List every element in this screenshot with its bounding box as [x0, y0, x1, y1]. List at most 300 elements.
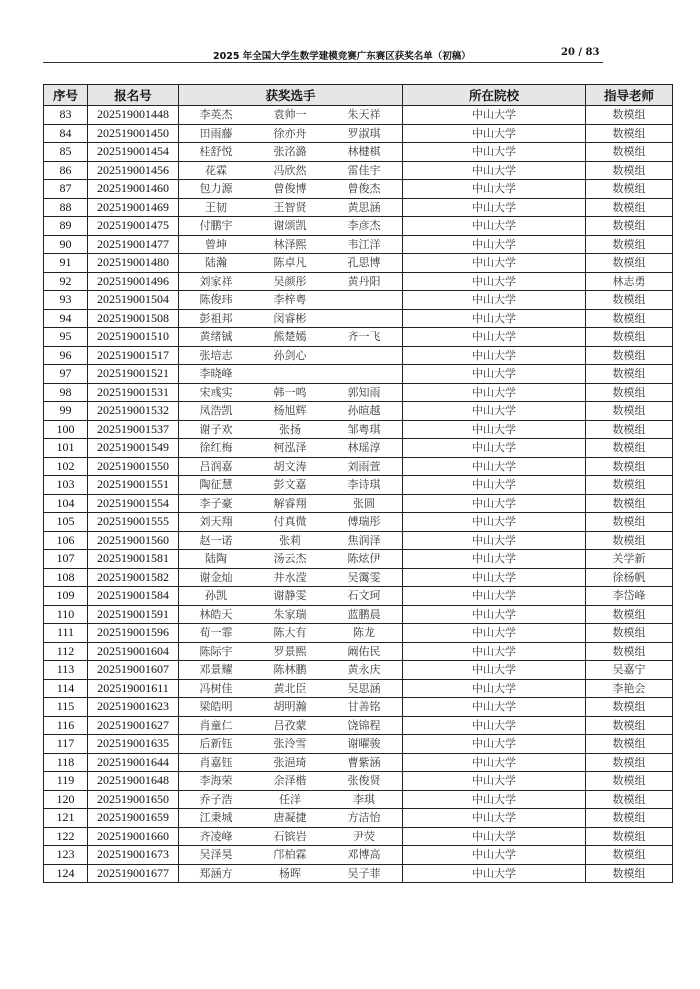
advisor-name: 数模组 — [586, 106, 673, 125]
table-row — [44, 513, 673, 532]
advisor-name: 数模组 — [586, 383, 673, 402]
winner-name: 谢金灿 — [199, 570, 233, 584]
winner-name: 陆瀚 — [205, 256, 227, 270]
document-title: 2025 年全国大学生数学建模竞赛广东赛区获奖名单（初稿） — [213, 51, 471, 62]
table-row — [44, 254, 673, 273]
row-index: 111 — [44, 624, 88, 643]
winner-name: 刘天翔 — [199, 515, 233, 529]
school-name: 中山大学 — [403, 143, 586, 162]
advisor-name: 数模组 — [586, 124, 673, 143]
winner-name: 邹粤琪 — [347, 422, 381, 436]
winner-name: 梁皓明 — [199, 700, 233, 714]
advisor-name: 数模组 — [586, 772, 673, 791]
winner-name: 后新钰 — [199, 737, 233, 751]
winner-name: 谢子欢 — [199, 422, 233, 436]
winner-name: 王韧 — [205, 200, 227, 214]
school-name: 中山大学 — [403, 809, 586, 828]
advisor-name: 数模组 — [586, 716, 673, 735]
page-header — [43, 46, 603, 63]
winner-name: 黄思涵 — [347, 200, 381, 214]
winner-name: 胡明瀚 — [273, 700, 307, 714]
winner-names — [179, 494, 403, 513]
row-index: 91 — [44, 254, 88, 273]
table-row — [44, 143, 673, 162]
school-name: 中山大学 — [403, 439, 586, 458]
winner-names — [179, 642, 403, 661]
winner-name: 罗淑琪 — [347, 126, 381, 140]
winner-name: 陈大有 — [273, 626, 307, 640]
row-index: 103 — [44, 476, 88, 495]
school-name: 中山大学 — [403, 587, 586, 606]
table-row — [44, 180, 673, 199]
winner-name: 韦江洋 — [347, 237, 381, 251]
winner-name: 林瑶淳 — [347, 441, 381, 455]
table-row — [44, 827, 673, 846]
school-name: 中山大学 — [403, 217, 586, 236]
advisor-name: 数模组 — [586, 365, 673, 384]
registration-id: 202519001469 — [88, 198, 179, 217]
winner-name: 凤浩凯 — [199, 404, 233, 418]
advisor-name: 数模组 — [586, 698, 673, 717]
winner-names — [179, 531, 403, 550]
winner-name: 谢颂凯 — [273, 219, 307, 233]
winner-name: 王智贤 — [273, 200, 307, 214]
table-row — [44, 624, 673, 643]
school-name: 中山大学 — [403, 698, 586, 717]
winner-names — [179, 180, 403, 199]
row-index: 102 — [44, 457, 88, 476]
winner-name: 袁帅一 — [273, 108, 307, 122]
advisor-name: 数模组 — [586, 457, 673, 476]
winner-name: 刘家祥 — [199, 274, 233, 288]
registration-id: 202519001454 — [88, 143, 179, 162]
winner-name: 雷佳宇 — [347, 163, 381, 177]
winner-name: 吴颜彤 — [273, 274, 307, 288]
winner-names — [179, 291, 403, 310]
row-index: 97 — [44, 365, 88, 384]
winner-name: 李诗琪 — [347, 478, 381, 492]
winner-name: 郑涵方 — [199, 866, 233, 880]
table-row — [44, 346, 673, 365]
table-row — [44, 402, 673, 421]
school-name: 中山大学 — [403, 180, 586, 199]
winner-name: 傅瑞彤 — [347, 515, 381, 529]
winner-names — [179, 161, 403, 180]
table-row — [44, 198, 673, 217]
table-row — [44, 106, 673, 125]
school-name: 中山大学 — [403, 531, 586, 550]
winner-name: 吴霭雯 — [347, 570, 381, 584]
winner-name: 黄北臣 — [273, 681, 307, 695]
table-row — [44, 217, 673, 236]
registration-id: 202519001627 — [88, 716, 179, 735]
winner-names — [179, 698, 403, 717]
winner-names — [179, 235, 403, 254]
winner-name: 李梓粤 — [273, 293, 307, 307]
table-row — [44, 161, 673, 180]
registration-id: 202519001611 — [88, 679, 179, 698]
school-name: 中山大学 — [403, 827, 586, 846]
winner-names — [179, 439, 403, 458]
winner-names — [179, 550, 403, 569]
row-index: 99 — [44, 402, 88, 421]
table-body — [44, 106, 673, 883]
registration-id: 202519001659 — [88, 809, 179, 828]
school-name: 中山大学 — [403, 272, 586, 291]
registration-id: 202519001591 — [88, 605, 179, 624]
registration-id: 202519001532 — [88, 402, 179, 421]
advisor-name: 数模组 — [586, 439, 673, 458]
registration-id: 202519001504 — [88, 291, 179, 310]
advisor-name: 数模组 — [586, 198, 673, 217]
winner-name: 唐凝捷 — [273, 811, 307, 825]
winner-name: 方洁怡 — [347, 811, 381, 825]
advisor-name: 数模组 — [586, 180, 673, 199]
school-name: 中山大学 — [403, 550, 586, 569]
advisor-name: 数模组 — [586, 143, 673, 162]
school-name: 中山大学 — [403, 328, 586, 347]
winner-name: 陈林鹏 — [273, 663, 307, 677]
registration-id: 202519001508 — [88, 309, 179, 328]
winner-names — [179, 513, 403, 532]
winner-name: 李海荣 — [199, 774, 233, 788]
winner-name: 赵一诺 — [199, 533, 233, 547]
registration-id: 202519001496 — [88, 272, 179, 291]
advisor-name: 数模组 — [586, 846, 673, 865]
advisor-name: 数模组 — [586, 346, 673, 365]
row-index: 87 — [44, 180, 88, 199]
advisor-name: 数模组 — [586, 420, 673, 439]
registration-id: 202519001517 — [88, 346, 179, 365]
school-name: 中山大学 — [403, 476, 586, 495]
school-name: 中山大学 — [403, 568, 586, 587]
school-name: 中山大学 — [403, 161, 586, 180]
school-name: 中山大学 — [403, 661, 586, 680]
advisor-name: 数模组 — [586, 328, 673, 347]
winner-name: 朱家瑞 — [273, 607, 307, 621]
table-row — [44, 365, 673, 384]
winner-names — [179, 383, 403, 402]
registration-id: 202519001475 — [88, 217, 179, 236]
winner-name: 林楗棋 — [347, 145, 381, 159]
advisor-name: 数模组 — [586, 476, 673, 495]
winner-names — [179, 864, 403, 883]
school-name: 中山大学 — [403, 735, 586, 754]
table-row — [44, 457, 673, 476]
school-name: 中山大学 — [403, 106, 586, 125]
winner-name: 黄绪铖 — [199, 330, 233, 344]
winner-name: 李子豪 — [199, 496, 233, 510]
winner-name: 彭祖邦 — [199, 311, 233, 325]
winner-name: 解睿翔 — [273, 496, 307, 510]
winner-name: 彭文嘉 — [273, 478, 307, 492]
school-name: 中山大学 — [403, 790, 586, 809]
winner-name: 邓景耀 — [199, 663, 233, 677]
table-row — [44, 790, 673, 809]
school-name: 中山大学 — [403, 365, 586, 384]
table-row — [44, 716, 673, 735]
advisor-name: 数模组 — [586, 291, 673, 310]
row-index: 122 — [44, 827, 88, 846]
school-name: 中山大学 — [403, 124, 586, 143]
table-row — [44, 605, 673, 624]
table-row — [44, 735, 673, 754]
winner-name: 齐一飞 — [347, 330, 381, 344]
advisor-name: 徐杨帆 — [586, 568, 673, 587]
table-row — [44, 476, 673, 495]
table-row — [44, 698, 673, 717]
registration-id: 202519001456 — [88, 161, 179, 180]
winner-name: 李彦杰 — [347, 219, 381, 233]
registration-id: 202519001537 — [88, 420, 179, 439]
advisor-name: 数模组 — [586, 309, 673, 328]
row-index: 106 — [44, 531, 88, 550]
registration-id: 202519001560 — [88, 531, 179, 550]
registration-id: 202519001460 — [88, 180, 179, 199]
table-header-row — [44, 85, 673, 106]
registration-id: 202519001549 — [88, 439, 179, 458]
row-index: 115 — [44, 698, 88, 717]
row-index: 98 — [44, 383, 88, 402]
school-name: 中山大学 — [403, 291, 586, 310]
winner-name: 闵睿彬 — [273, 311, 307, 325]
winner-names — [179, 790, 403, 809]
winner-name: 宋彧实 — [199, 385, 233, 399]
column-header-index: 序号 — [44, 85, 88, 106]
row-index: 116 — [44, 716, 88, 735]
winner-name: 胡文涛 — [273, 459, 307, 473]
winner-name: 吕孜蒙 — [273, 718, 307, 732]
winner-name: 陈炫伊 — [347, 552, 381, 566]
row-index: 83 — [44, 106, 88, 125]
registration-id: 202519001581 — [88, 550, 179, 569]
winner-name: 杨晖 — [279, 866, 301, 880]
advisor-name: 数模组 — [586, 494, 673, 513]
advisor-name: 李艳会 — [586, 679, 673, 698]
winner-name: 徐红梅 — [199, 441, 233, 455]
row-index: 109 — [44, 587, 88, 606]
winner-name: 朱天祥 — [347, 108, 381, 122]
registration-id: 202519001510 — [88, 328, 179, 347]
row-index: 118 — [44, 753, 88, 772]
school-name: 中山大学 — [403, 402, 586, 421]
winner-name: 杨旭辉 — [273, 404, 307, 418]
winner-name: 余泽楷 — [273, 774, 307, 788]
winner-names — [179, 346, 403, 365]
table-row — [44, 846, 673, 865]
advisor-name: 数模组 — [586, 605, 673, 624]
registration-id: 202519001604 — [88, 642, 179, 661]
advisor-name: 数模组 — [586, 531, 673, 550]
row-index: 121 — [44, 809, 88, 828]
winner-names — [179, 587, 403, 606]
advisor-name: 数模组 — [586, 809, 673, 828]
school-name: 中山大学 — [403, 457, 586, 476]
winner-name: 桂舒悦 — [199, 145, 233, 159]
winner-name: 李英杰 — [199, 108, 233, 122]
row-index: 89 — [44, 217, 88, 236]
registration-id: 202519001644 — [88, 753, 179, 772]
winner-name: 孙凯 — [205, 589, 227, 603]
awards-table — [43, 84, 673, 883]
winner-names — [179, 827, 403, 846]
winner-name: 张泠雪 — [273, 737, 307, 751]
table-row — [44, 439, 673, 458]
winner-names — [179, 846, 403, 865]
winner-name: 荀一霏 — [199, 626, 233, 640]
table-row — [44, 772, 673, 791]
table-row — [44, 235, 673, 254]
row-index: 110 — [44, 605, 88, 624]
winner-name: 陈际宇 — [199, 644, 233, 658]
school-name: 中山大学 — [403, 198, 586, 217]
registration-id: 202519001596 — [88, 624, 179, 643]
table-row — [44, 809, 673, 828]
table-row — [44, 550, 673, 569]
advisor-name: 数模组 — [586, 642, 673, 661]
registration-id: 202519001448 — [88, 106, 179, 125]
winner-name: 谢静雯 — [273, 589, 307, 603]
advisor-name: 数模组 — [586, 254, 673, 273]
winner-names — [179, 106, 403, 125]
winner-name: 肖童仁 — [199, 718, 233, 732]
table-row — [44, 587, 673, 606]
winner-names — [179, 272, 403, 291]
table-row — [44, 864, 673, 883]
winner-names — [179, 365, 403, 384]
row-index: 113 — [44, 661, 88, 680]
row-index: 96 — [44, 346, 88, 365]
column-header-advisor: 指导老师 — [586, 85, 673, 106]
school-name: 中山大学 — [403, 642, 586, 661]
winner-names — [179, 457, 403, 476]
winner-names — [179, 661, 403, 680]
advisor-name: 数模组 — [586, 161, 673, 180]
school-name: 中山大学 — [403, 605, 586, 624]
table-row — [44, 420, 673, 439]
winner-name: 肖嘉钰 — [199, 755, 233, 769]
winner-name: 邝柏霖 — [273, 848, 307, 862]
winner-name: 李晓峰 — [199, 367, 233, 381]
winner-name: 林皓天 — [199, 607, 233, 621]
winner-name: 张俊贤 — [347, 774, 381, 788]
registration-id: 202519001554 — [88, 494, 179, 513]
advisor-name: 数模组 — [586, 753, 673, 772]
advisor-name: 李岱峰 — [586, 587, 673, 606]
winner-name: 谢曜骏 — [347, 737, 381, 751]
winner-names — [179, 217, 403, 236]
registration-id: 202519001635 — [88, 735, 179, 754]
advisor-name: 数模组 — [586, 735, 673, 754]
column-header-registration-id: 报名号 — [88, 85, 179, 106]
winner-name: 张洺潞 — [273, 145, 307, 159]
winner-name: 黄永庆 — [347, 663, 381, 677]
table-row — [44, 642, 673, 661]
winner-name: 吕润嘉 — [199, 459, 233, 473]
winner-name: 石文珂 — [347, 589, 381, 603]
table-row — [44, 383, 673, 402]
page-number: 20 / 83 — [561, 47, 600, 58]
table-row — [44, 753, 673, 772]
winner-names — [179, 753, 403, 772]
winner-name: 徐亦舟 — [273, 126, 307, 140]
winner-name: 曾坤 — [205, 237, 227, 251]
advisor-name: 林志勇 — [586, 272, 673, 291]
school-name: 中山大学 — [403, 383, 586, 402]
table-row — [44, 679, 673, 698]
advisor-name: 数模组 — [586, 624, 673, 643]
registration-id: 202519001650 — [88, 790, 179, 809]
school-name: 中山大学 — [403, 679, 586, 698]
row-index: 85 — [44, 143, 88, 162]
advisor-name: 数模组 — [586, 790, 673, 809]
row-index: 107 — [44, 550, 88, 569]
table-row — [44, 494, 673, 513]
winner-name: 吴泽昊 — [199, 848, 233, 862]
winner-name: 孙剑心 — [273, 348, 307, 362]
winner-names — [179, 716, 403, 735]
registration-id: 202519001660 — [88, 827, 179, 846]
advisor-name: 数模组 — [586, 402, 673, 421]
winner-name: 石镔岩 — [273, 829, 307, 843]
row-index: 101 — [44, 439, 88, 458]
winner-name: 刘雨萱 — [347, 459, 381, 473]
winner-names — [179, 735, 403, 754]
school-name: 中山大学 — [403, 346, 586, 365]
winner-name: 陈龙 — [353, 626, 375, 640]
table-row — [44, 531, 673, 550]
school-name: 中山大学 — [403, 846, 586, 865]
winner-name: 韩一鸣 — [273, 385, 307, 399]
winner-name: 任洋 — [279, 792, 301, 806]
row-index: 117 — [44, 735, 88, 754]
winner-names — [179, 198, 403, 217]
school-name: 中山大学 — [403, 864, 586, 883]
row-index: 112 — [44, 642, 88, 661]
advisor-name: 数模组 — [586, 235, 673, 254]
advisor-name: 数模组 — [586, 217, 673, 236]
registration-id: 202519001551 — [88, 476, 179, 495]
winner-names — [179, 143, 403, 162]
winner-name: 陆陶 — [205, 552, 227, 566]
winner-name: 齐凌峰 — [199, 829, 233, 843]
winner-names — [179, 254, 403, 273]
row-index: 105 — [44, 513, 88, 532]
registration-id: 202519001584 — [88, 587, 179, 606]
winner-name: 郭知雨 — [347, 385, 381, 399]
winner-name: 张浥琦 — [273, 755, 307, 769]
winner-name: 张培志 — [199, 348, 233, 362]
school-name: 中山大学 — [403, 772, 586, 791]
school-name: 中山大学 — [403, 254, 586, 273]
winner-name: 吴思涵 — [347, 681, 381, 695]
registration-id: 202519001623 — [88, 698, 179, 717]
registration-id: 202519001477 — [88, 235, 179, 254]
winner-name: 焦润泽 — [347, 533, 381, 547]
row-index: 92 — [44, 272, 88, 291]
winner-name: 汤云杰 — [273, 552, 307, 566]
winner-name: 乔子浩 — [199, 792, 233, 806]
advisor-name: 数模组 — [586, 827, 673, 846]
winner-names — [179, 809, 403, 828]
table-row — [44, 568, 673, 587]
winner-name: 甘善铭 — [347, 700, 381, 714]
table-row — [44, 272, 673, 291]
school-name: 中山大学 — [403, 624, 586, 643]
winner-name: 孔思博 — [347, 256, 381, 270]
column-header-school: 所在院校 — [403, 85, 586, 106]
winner-name: 张扬 — [279, 422, 301, 436]
